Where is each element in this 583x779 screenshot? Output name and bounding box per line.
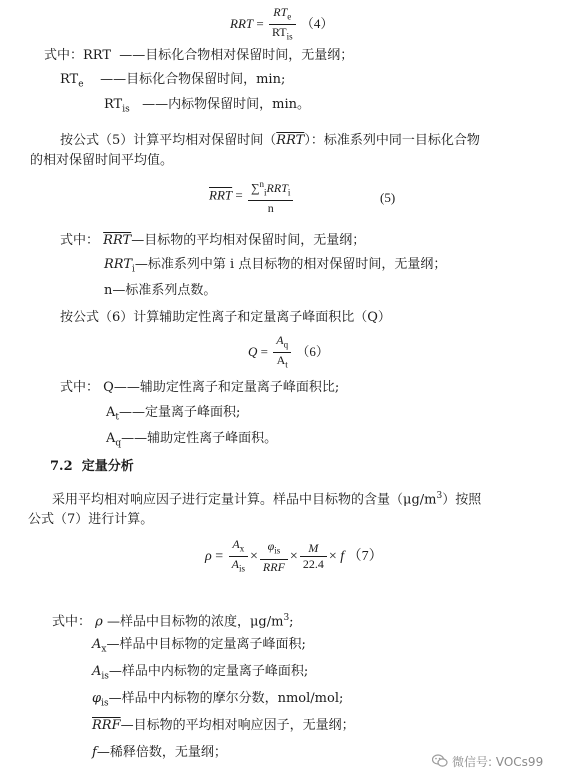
watermark-text: 微信号: VOCs99 <box>452 754 544 769</box>
equation-5: $\overline{RRT}$ = $\frac{\sum^n_iRRT_i}{n}$ <box>209 178 295 215</box>
definition-f: f—稀释倍数，无量纲； <box>92 745 227 760</box>
definition-n: n—标准系列点数。 <box>104 283 217 298</box>
paragraph-formula-6: 按公式（6）计算辅助定性离子和定量离子峰面积比（Q） <box>60 310 391 325</box>
paragraph-formula-7: 采用平均相对响应因子进行定量计算。样品中目标物的含量$(\mu g/m^3)$按照 <box>52 491 482 508</box>
definition-rrt: 式中：RRT ——目标化合物相对保留时间，无量纲； <box>44 48 354 63</box>
section-heading: 7.2 定量分析 <box>50 459 134 474</box>
definition-aq: $A_q——$辅助定性离子峰面积。 <box>106 431 278 449</box>
wechat-icon <box>432 754 448 768</box>
definition-rrf: $\overline{RRF}—$目标物的平均相对响应因子，无量纲； <box>92 718 355 733</box>
definition-ais: $A_{is}—$样品中内标物的定量离子峰面积; <box>92 664 309 682</box>
definition-rho: 式中： ρ —样品中目标物的浓度，$\mu g/m^3$; <box>52 613 294 630</box>
paragraph-formula-5: 按公式（5）计算平均相对保留时间$(\overline{RRT})$：标准系列中同一目标化合物 <box>60 133 480 148</box>
equation-5-number: (5) <box>380 190 396 205</box>
definition-ax: $A_x—$样品中目标物的定量离子峰面积; <box>92 637 306 655</box>
watermark <box>432 750 574 772</box>
definition-rtis: $RT_{is}$ ——内标物保留时间，min。 <box>104 97 310 115</box>
equation-4: RRT = $\frac{RT_e}{RT_{is}}$ （4） <box>230 5 334 42</box>
paragraph-formula-7-cont: 公式（7）进行计算。 <box>28 512 154 527</box>
paragraph-formula-5-cont: 的相对保留时间平均值。 <box>30 153 174 168</box>
equation-6: Q = $\frac{A_q}{A_t}$ （6） <box>248 333 329 370</box>
definition-rrt-i: $RRT_i—$标准系列中第 i 点目标物的相对保留时间，无量纲； <box>104 257 447 275</box>
equation-7: ρ = $\frac{A_x}{A_{is}}$ × $\frac{\varphi_{is}}{\text{RRF}}$ × $\frac{M}{22.4}$ × f （7） <box>205 537 383 574</box>
definition-at: $A_t——$定量离子峰面积; <box>106 405 241 423</box>
definition-mean-rrt: 式中： $\overline{RRT}—$目标物的平均相对保留时间，无量纲； <box>60 233 366 248</box>
definition-phi: $\varphi_{is}—$样品中内标物的摩尔分数，nmol/mol; <box>92 691 344 709</box>
definition-q: 式中： Q——辅助定性离子和定量离子峰面积比; <box>60 380 340 395</box>
definition-rte: $RT_e$ ——目标化合物保留时间，min; <box>60 72 286 90</box>
